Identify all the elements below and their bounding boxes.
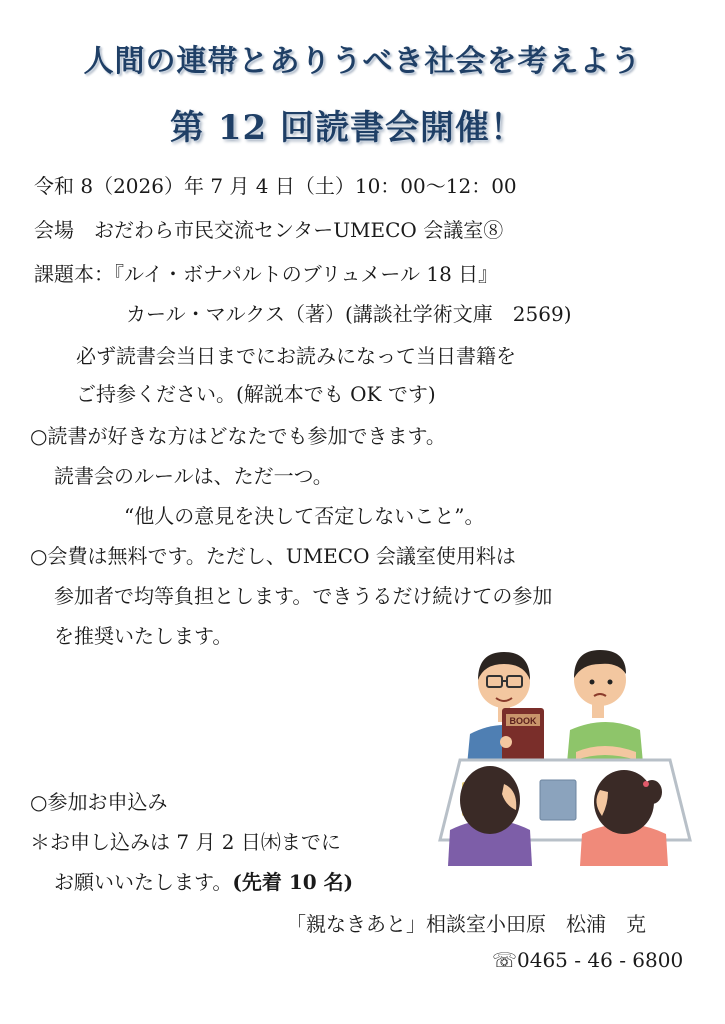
book-author: カール・マルクス（著）(講談社学術文庫 2569) <box>126 302 572 326</box>
fee-line-1: ○会費は無料です。ただし、UMECO 会議室使用料は <box>30 544 516 568</box>
book-icon <box>500 708 544 762</box>
apply-deadline: ＊お申し込みは 7 月 2 日㈭までに <box>30 830 341 854</box>
book-note-1: 必ず読書会当日までにお読みになって当日書籍を <box>76 344 516 368</box>
book-note-2: ご持参ください。(解説本でも OK です) <box>76 382 436 406</box>
participation-line-2: 読書会のルールは、ただ一つ。 <box>54 464 333 488</box>
apply-heading: ○参加お申込み <box>30 790 168 814</box>
page-title: 第 12 回読書会開催！ <box>170 108 525 148</box>
participation-rule: “他人の意見を決して否定しないこと”。 <box>124 504 485 528</box>
book-label: BOOK <box>509 716 537 726</box>
fee-line-2: 参加者で均等負担とします。できうるだけ続けての参加 <box>54 584 553 608</box>
participation-line-1: ○読書が好きな方はどなたでも参加できます。 <box>30 424 446 448</box>
apply-request <box>54 866 353 895</box>
apply-request-text: お願いいたします。 <box>54 870 233 894</box>
headline: 人間の連帯とありうべき社会を考えよう <box>83 44 642 79</box>
book-title: 課題本：『ルイ・ボナパルトのブリュメール 18 日』 <box>34 262 499 286</box>
organizer: 「親なきあと」相談室小田原 松浦 克 <box>286 912 646 936</box>
date-time: 令和 8（2026）年 7 月 4 日（土）10：00〜12：00 <box>34 174 517 198</box>
fee-line-3: を推奨いたします。 <box>54 624 233 648</box>
phone-number: ☏0465 - 46 - 6800 <box>492 948 684 972</box>
book-club-discussion-illustration <box>432 634 698 866</box>
venue: 会場 おだわら市民交流センターUMECO 会議室⑧ <box>34 218 504 242</box>
person-arms-crossed <box>566 650 644 774</box>
capacity-note: (先着 10 名) <box>232 870 354 894</box>
